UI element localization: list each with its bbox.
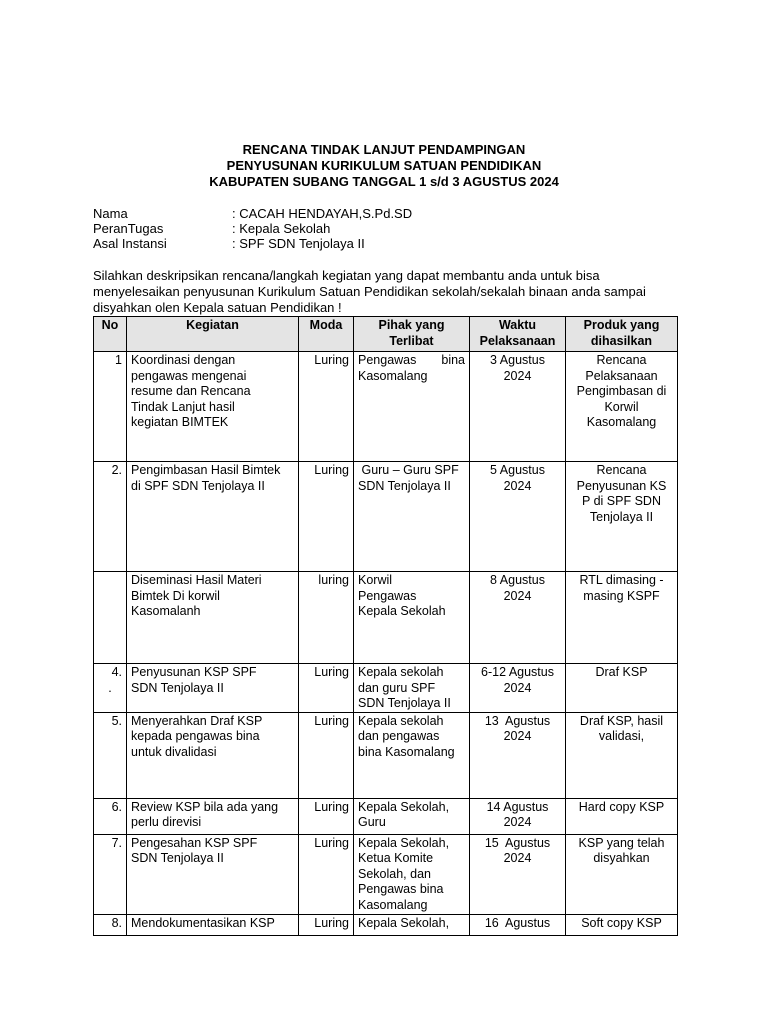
cell-moda: Luring bbox=[299, 834, 354, 914]
cell-produk bbox=[566, 712, 678, 798]
header-line: Pihak yang bbox=[378, 318, 445, 332]
cell-line: Guru – Guru SPF bbox=[358, 463, 459, 477]
cell-kegiatan bbox=[127, 572, 299, 664]
cell-line: Pengimbasan di bbox=[576, 384, 667, 398]
cell-line: validasi, bbox=[598, 729, 645, 743]
header-no: No bbox=[94, 317, 127, 352]
cell-line: kegiatan BIMTEK bbox=[131, 415, 229, 429]
cell-line: Menyerahkan Draf KSP bbox=[131, 713, 263, 728]
cell-kegiatan bbox=[127, 712, 299, 798]
table-row bbox=[94, 712, 678, 798]
header-moda: Moda bbox=[299, 317, 354, 352]
info-row-peran bbox=[93, 221, 330, 236]
cell-line: 2024 bbox=[503, 478, 532, 493]
cell-line: 8 Agustus bbox=[490, 573, 545, 587]
cell-produk bbox=[566, 572, 678, 664]
cell-line: resume dan Rencana bbox=[131, 384, 251, 398]
cell-line: 2024 bbox=[503, 680, 532, 695]
cell-pihak bbox=[354, 834, 470, 914]
cell-waktu bbox=[470, 572, 566, 664]
cell-line: 14 Agustus bbox=[486, 799, 549, 814]
cell-line: Kepala sekolah bbox=[358, 713, 444, 728]
table-header-row bbox=[94, 317, 678, 352]
cell-waktu bbox=[470, 462, 566, 572]
cell-line: 13 Agustus bbox=[484, 713, 551, 728]
cell-line: bina Kasomalang bbox=[358, 744, 455, 759]
table-row bbox=[94, 572, 678, 664]
cell-line: pengawas mengenai bbox=[131, 368, 247, 383]
info-label: Asal Instansi bbox=[93, 236, 167, 251]
cell-line: SDN Tenjolaya II bbox=[131, 851, 224, 865]
cell-line: Pelaksanaan bbox=[585, 368, 658, 383]
cell-pihak bbox=[354, 664, 470, 713]
cell-kegiatan bbox=[127, 462, 299, 572]
cell-line: Pengimbasan Hasil Bimtek bbox=[131, 463, 281, 477]
cell-line: 2024 bbox=[503, 588, 532, 603]
cell-line: Rencana bbox=[596, 353, 647, 367]
cell-line: Kasomalang bbox=[586, 415, 657, 429]
cell-line: Tenjolaya II bbox=[589, 509, 654, 524]
cell-line: Pengawas bina bbox=[358, 353, 465, 367]
cell-kegiatan bbox=[127, 798, 299, 834]
cell-waktu bbox=[470, 798, 566, 834]
instruction-line: Silahkan deskripsikan rencana/langkah kegiatan yang dapat membantu anda untuk bisa bbox=[93, 268, 600, 283]
cell-no: 5. bbox=[94, 712, 127, 798]
cell-moda: Luring bbox=[299, 798, 354, 834]
cell-line: perlu direvisi bbox=[131, 815, 202, 829]
cell-line: Koordinasi dengan bbox=[131, 353, 236, 367]
info-label: Nama bbox=[93, 206, 128, 221]
cell-kegiatan bbox=[127, 664, 299, 713]
cell-line: Sekolah, dan bbox=[358, 866, 431, 881]
cell-kegiatan bbox=[127, 352, 299, 462]
header-produk bbox=[566, 317, 678, 352]
cell-line: Pengawas bbox=[358, 588, 417, 603]
cell-line: kepada pengawas bina bbox=[131, 729, 260, 743]
cell-line: masing KSPF bbox=[583, 588, 660, 603]
cell-line: 16 Agustus bbox=[484, 915, 551, 930]
table-row bbox=[94, 914, 678, 935]
cell-pihak bbox=[354, 914, 470, 935]
cell-produk bbox=[566, 798, 678, 834]
cell-line: Kepala Sekolah, bbox=[358, 835, 450, 850]
cell-line: 6-12 Agustus bbox=[481, 665, 554, 679]
cell-pihak bbox=[354, 798, 470, 834]
header-line: Waktu bbox=[498, 318, 537, 332]
document-title-line-3: KABUPATEN SUBANG TANGGAL 1 s/d 3 AGUSTUS 2024 bbox=[209, 174, 559, 189]
cell-line: 4. bbox=[111, 665, 122, 679]
cell-no: 7. bbox=[94, 834, 127, 914]
cell-line: Penyusunan KS bbox=[576, 478, 667, 493]
cell-waktu bbox=[470, 914, 566, 935]
header-waktu bbox=[470, 317, 566, 352]
cell-line: 2024 bbox=[503, 729, 532, 743]
instruction-paragraph bbox=[93, 268, 653, 316]
cell-line: Bimtek Di korwil bbox=[131, 588, 220, 603]
info-row-asal bbox=[93, 236, 365, 251]
cell-line: Kasomalang bbox=[358, 368, 428, 383]
cell-line: Guru bbox=[358, 815, 386, 829]
cell-produk bbox=[566, 352, 678, 462]
cell-line: disyahkan bbox=[593, 851, 650, 865]
cell-line: Kasomalang bbox=[358, 897, 428, 912]
cell-produk bbox=[566, 462, 678, 572]
cell-line: 15 Agustus bbox=[484, 835, 551, 850]
cell-kegiatan bbox=[127, 834, 299, 914]
header-pihak bbox=[354, 317, 470, 352]
cell-line: Diseminasi Hasil Materi bbox=[131, 573, 262, 587]
cell-moda: Luring bbox=[299, 664, 354, 713]
cell-no: 6. bbox=[94, 798, 127, 834]
cell-line: untuk divalidasi bbox=[131, 744, 217, 759]
cell-line: 2024 bbox=[503, 851, 532, 865]
cell-moda: luring bbox=[299, 572, 354, 664]
header-line: dihasilkan bbox=[590, 333, 653, 348]
cell-no: 2. bbox=[94, 462, 127, 572]
cell-line: Penyusunan KSP SPF bbox=[131, 665, 257, 679]
cell-line: Draf KSP, hasil bbox=[579, 713, 664, 728]
cell-line: Pengawas bina bbox=[358, 882, 444, 896]
cell-line: SDN Tenjolaya II bbox=[358, 478, 451, 493]
cell-line: Kepala Sekolah, bbox=[358, 915, 450, 930]
header-line: Pelaksanaan bbox=[479, 333, 556, 348]
cell-no bbox=[94, 664, 127, 713]
cell-line: P di SPF SDN bbox=[582, 494, 661, 508]
cell-no: 8. bbox=[94, 914, 127, 935]
cell-waktu bbox=[470, 834, 566, 914]
table-row bbox=[94, 834, 678, 914]
cell-line: Draf KSP bbox=[595, 665, 648, 679]
cell-line: SDN Tenjolaya II bbox=[131, 680, 224, 695]
cell-line: Pengesahan KSP SPF bbox=[131, 835, 258, 850]
cell-line: Mendokumentasikan KSP bbox=[131, 915, 275, 930]
cell-line: Kasomalanh bbox=[131, 604, 201, 618]
cell-no bbox=[94, 572, 127, 664]
table-row bbox=[94, 664, 678, 713]
table-row bbox=[94, 462, 678, 572]
cell-line: Kepala sekolah bbox=[358, 665, 444, 679]
cell-line: Kepala Sekolah bbox=[358, 604, 446, 618]
table-row bbox=[94, 798, 678, 834]
cell-line: . bbox=[108, 680, 112, 695]
header-kegiatan: Kegiatan bbox=[127, 317, 299, 352]
info-value: : CACAH HENDAYAH,S.Pd.SD bbox=[232, 206, 413, 221]
cell-line: RTL dimasing - bbox=[579, 573, 664, 587]
info-label: PeranTugas bbox=[93, 221, 164, 236]
cell-line: SDN Tenjolaya II bbox=[358, 696, 451, 710]
instruction-line: menyelesaikan penyusunan Kurikulum Satuan Pendidikan sekolah/sekalah binaan anda sampai bbox=[93, 284, 646, 299]
cell-line: Hard copy KSP bbox=[578, 799, 665, 814]
cell-pihak bbox=[354, 572, 470, 664]
cell-produk bbox=[566, 914, 678, 935]
cell-line: 5 Agustus bbox=[490, 463, 545, 477]
cell-line: di SPF SDN Tenjolaya II bbox=[131, 478, 265, 493]
cell-line: Soft copy KSP bbox=[581, 915, 662, 930]
cell-pihak bbox=[354, 712, 470, 798]
cell-produk bbox=[566, 834, 678, 914]
info-row-nama bbox=[93, 206, 412, 221]
cell-moda: Luring bbox=[299, 914, 354, 935]
cell-line: Korwil bbox=[358, 573, 393, 587]
instruction-line: disyahkan olen Kepala satuan Pendidikan ! bbox=[93, 300, 342, 315]
document-title-line-1: RENCANA TINDAK LANJUT PENDAMPINGAN bbox=[242, 142, 526, 157]
cell-line: KSP yang telah bbox=[578, 835, 665, 850]
info-value: : Kepala Sekolah bbox=[232, 221, 331, 236]
document-title-line-2: PENYUSUNAN KURIKULUM SATUAN PENDIDIKAN bbox=[226, 158, 542, 173]
cell-line: Kepala Sekolah, bbox=[358, 799, 450, 814]
cell-waktu bbox=[470, 712, 566, 798]
cell-line: dan pengawas bbox=[358, 729, 440, 743]
cell-line: 2024 bbox=[503, 815, 532, 829]
cell-line: Review KSP bila ada yang bbox=[131, 799, 279, 814]
cell-moda: Luring bbox=[299, 462, 354, 572]
info-value: : SPF SDN Tenjolaya II bbox=[232, 236, 365, 251]
cell-no: 1 bbox=[94, 352, 127, 462]
table-row bbox=[94, 352, 678, 462]
cell-produk bbox=[566, 664, 678, 713]
header-line: Terlibat bbox=[389, 333, 434, 348]
header-line: Produk yang bbox=[583, 318, 660, 332]
cell-moda: Luring bbox=[299, 352, 354, 462]
cell-line: dan guru SPF bbox=[358, 680, 436, 695]
cell-line: Korwil bbox=[604, 399, 639, 414]
activity-table bbox=[93, 316, 678, 936]
cell-line: Tindak Lanjut hasil bbox=[131, 399, 235, 414]
cell-waktu bbox=[470, 352, 566, 462]
cell-line: 2024 bbox=[503, 368, 532, 383]
cell-pihak bbox=[354, 462, 470, 572]
cell-pihak bbox=[354, 352, 470, 462]
cell-kegiatan bbox=[127, 914, 299, 935]
cell-moda: Luring bbox=[299, 712, 354, 798]
cell-waktu bbox=[470, 664, 566, 713]
cell-line: Ketua Komite bbox=[358, 851, 434, 865]
cell-line: Rencana bbox=[596, 463, 647, 477]
cell-line: 3 Agustus bbox=[490, 353, 545, 367]
